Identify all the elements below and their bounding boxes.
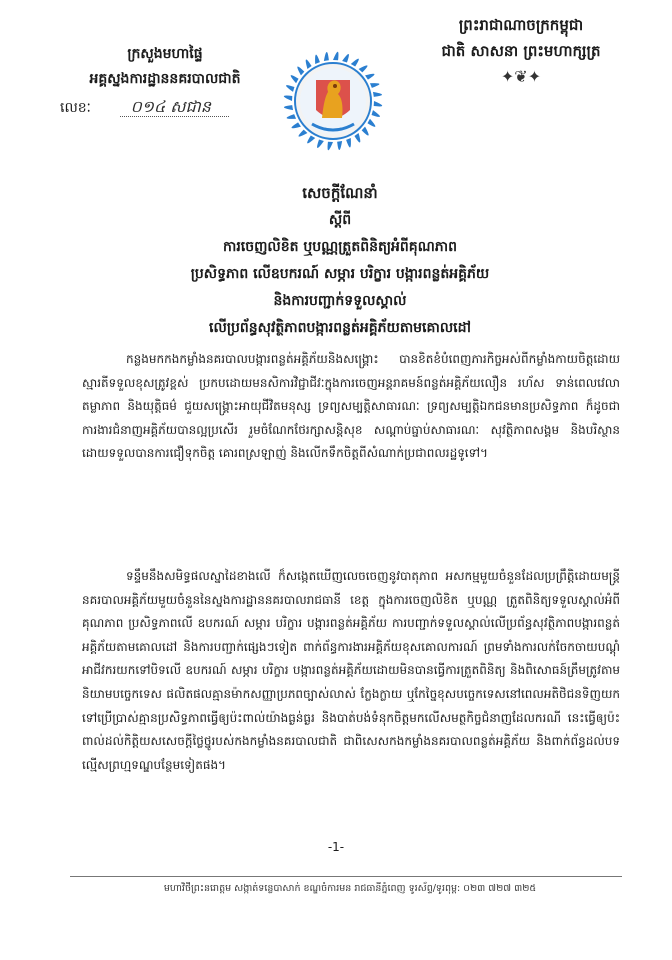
page-number: -1- xyxy=(327,840,345,854)
emblem-ray xyxy=(359,65,368,72)
title-line-4: ប្រសិទ្ធភាព លើឧបករណ៍ សម្ភារ បរិក្ខារ បង្ការពន្លត់អគ្គិភ័យ xyxy=(190,266,490,282)
emblem-ray xyxy=(328,142,333,151)
emblem-ray xyxy=(333,52,338,61)
emblem-ray xyxy=(365,74,374,80)
emblem-ray xyxy=(317,140,324,148)
ministry-name: ក្រសួងមហាផ្ទៃ xyxy=(127,46,203,62)
title-line-6: លើប្រព័ន្ធសុវត្ថិភាពបង្ការពន្លត់អគ្គិភ័យតាមគោលដៅ xyxy=(209,320,471,336)
body-paragraph-1: កន្លងមកកងកម្លាំងនគរបាលបង្ការពន្លត់អគ្គិភ័យនិងសង្គ្រោះ បានខិតខំបំពេញភារកិច្ចអស់ពីកម្លាំងកាយចិត្តដោយស្មារតីទទួលខុសត្រូវខ្ពស់ ប្រកបដោយមនសិការវិជ្ជាជីវៈក្នុងការចេញអន្តរាគមន៍ពន្លត់អគ្គិភ័យលឿន រហ័ស ទាន់ពេលវេលា តម្លាភាព និងយុត្តិធម៌ ជួយសង្គ្រោះអាយុជីវិតមនុស្ស ទ្រព្យសម្បត្តិសាធារណៈ ទ្រព្យសម្បត្តិឯកជនមានប្រសិទ្ធភាព ក៏ដូចជាការងារជំនាញអគ្គិភ័យបានល្អប្រសើរ រួមចំណែកថែរក្សាសន្តិសុខ សណ្តាប់ធ្នាប់សាធារណៈ សុវត្ថិភាពសង្គម និងបរិស្ថាន ដោយទទួលបានការជឿទុកចិត្ត គោរពស្រឡាញ់ និងលើកទឹកចិត្តពីសំណាក់ប្រជាពលរដ្ឋទូទៅ។ xyxy=(82,352,620,461)
emblem-ray xyxy=(346,138,351,147)
police-emblem-logo xyxy=(272,40,394,162)
department-name: អគ្គស្នងការដ្ឋាននគរបាលជាតិ xyxy=(89,71,241,87)
national-motto: ជាតិ សាសនា ព្រះមហាក្សត្រ xyxy=(441,42,601,60)
emblem-ray xyxy=(342,54,349,62)
emblem-ray xyxy=(284,105,293,110)
reference-number: ០១៤ សជាន xyxy=(120,97,228,117)
emblem-ray xyxy=(298,130,307,137)
emblem-ray xyxy=(362,127,369,136)
emblem-ray xyxy=(372,110,380,117)
body-paragraph-2-block xyxy=(82,565,620,777)
body-paragraph-2: ទន្ទឹមនឹងសមិទ្ធផលស្នាដៃខាងលើ ក៏សង្កេតឃើញលេចចេញនូវបាតុភាព អសកម្មមួយចំនួនដែលប្រព្រឹត្តិដោយមន្រ្តីនគរបាលអគ្គិភ័យមួយចំនួននៃស្នងការដ្ឋាននគរបាលរាជធានី ខេត្ត ក្នុងការចេញលិខិត ឬបណ្ណ ត្រួតពិនិត្យទទួលស្គាល់អំពីគុណភាព ប្រសិទ្ធភាពលើ ឧបករណ៍ សម្ភារ បរិក្ខារ បង្ការពន្លត់អគ្គិភ័យ ការបញ្ជាក់ទទួលស្គាល់លើប្រព័ន្ធសុវត្ថិភាពបង្ការពន្លត់អគ្គិភ័យតាមគោលដៅ និងការបញ្ជាក់ផ្សេងៗទៀត ពាក់ព័ន្ធការងារអគ្គិភ័យខុសគោលការណ៍ ព្រមទាំងការលក់ចែកចាយបណ្តុំអាជីវករយកទៅបិទលើ ឧបករណ៍ សម្ភារ បរិក្ខារ បង្ការពន្លត់អគ្គិភ័យដោយមិនបានធ្វើការត្រួតពិនិត្យ និងពិសោធន៍ត្រឹមត្រូវតាមនិយាមបច្ចេកទេស ផលិតផលគ្មានម៉ាកសញ្ញាប្រភពច្បាស់លាស់ ក្លែងក្លាយ ឬកែច្នៃខុសបច្ចេកទេសនៅពេលអតិថិជនទិញយកទៅប្រើប្រាស់គ្មានប្រសិទ្ធភាពធ្វើឲ្យប៉ះពាល់យ៉ាងធ្ងន់ធ្ងរ និងបាត់បង់ទំនុកចិត្តមកលើសមត្ថកិច្ចជំនាញដែលករណី នេះធ្វើឲ្យប៉ះពាល់ដល់កិត្តិយសសេចក្តីថ្លៃថ្នូរបស់កងកម្លាំងនគរបាលជាតិ ជាពិសេសកងកម្លាំងនគរបាលពន្លត់អគ្គិភ័យ និងពាក់ព័ន្ធដល់បទល្មើសព្រហ្មទណ្ឌបន្ថែមទៀតផង។ xyxy=(82,569,620,772)
document-title xyxy=(80,180,600,342)
emblem-ray xyxy=(324,52,329,61)
emblem-ray xyxy=(284,96,293,101)
emblem-ray xyxy=(287,114,296,119)
emblem-ray xyxy=(297,66,304,75)
title-line-5: និងការបញ្ជាក់ទទួលស្គាល់ xyxy=(273,293,407,309)
ministry-header xyxy=(60,42,270,92)
emblem-ray xyxy=(286,85,294,92)
emblem-ray xyxy=(306,60,312,69)
reference-number-line xyxy=(60,96,229,120)
emblem-ray xyxy=(370,83,379,88)
emblem-ray xyxy=(354,133,360,142)
reference-label: លេខៈ xyxy=(60,100,91,116)
kingdom-header xyxy=(406,12,636,90)
emblem-ray xyxy=(292,122,301,128)
emblem-ray xyxy=(351,59,359,67)
emblem-ray xyxy=(315,55,320,64)
kingdom-name: ព្រះរាជាណាចក្រកម្ពុជា xyxy=(458,16,584,34)
emblem-ray xyxy=(373,92,382,97)
footer-divider xyxy=(70,876,622,877)
footer-address: មហាវិថីព្រះនរោត្តម សង្កាត់ទន្លេបាសាក់ ខណ្ឌចំការមន រាជធានីភ្នំពេញ ទូរស័ព្ទ/ទូរពុម្ព: ០២៣ ៧២៧ ៣២៥ xyxy=(163,883,537,894)
emblem-ray xyxy=(367,119,375,127)
body-paragraph-1-block xyxy=(82,348,620,466)
emblem-ray xyxy=(374,101,383,106)
ornament-divider: ✦❦✦ xyxy=(500,67,542,86)
emblem-ray xyxy=(291,75,299,83)
title-line-3: ការចេញលិខិត ឬបណ្ណត្រួតពិនិត្យអំពីគុណភាព xyxy=(222,239,457,255)
emblem-ray xyxy=(337,141,342,150)
title-line-2: ស្តីពី xyxy=(328,212,352,228)
title-line-1: សេចក្តីណែនាំ xyxy=(302,184,378,202)
emblem-ray xyxy=(307,135,315,143)
